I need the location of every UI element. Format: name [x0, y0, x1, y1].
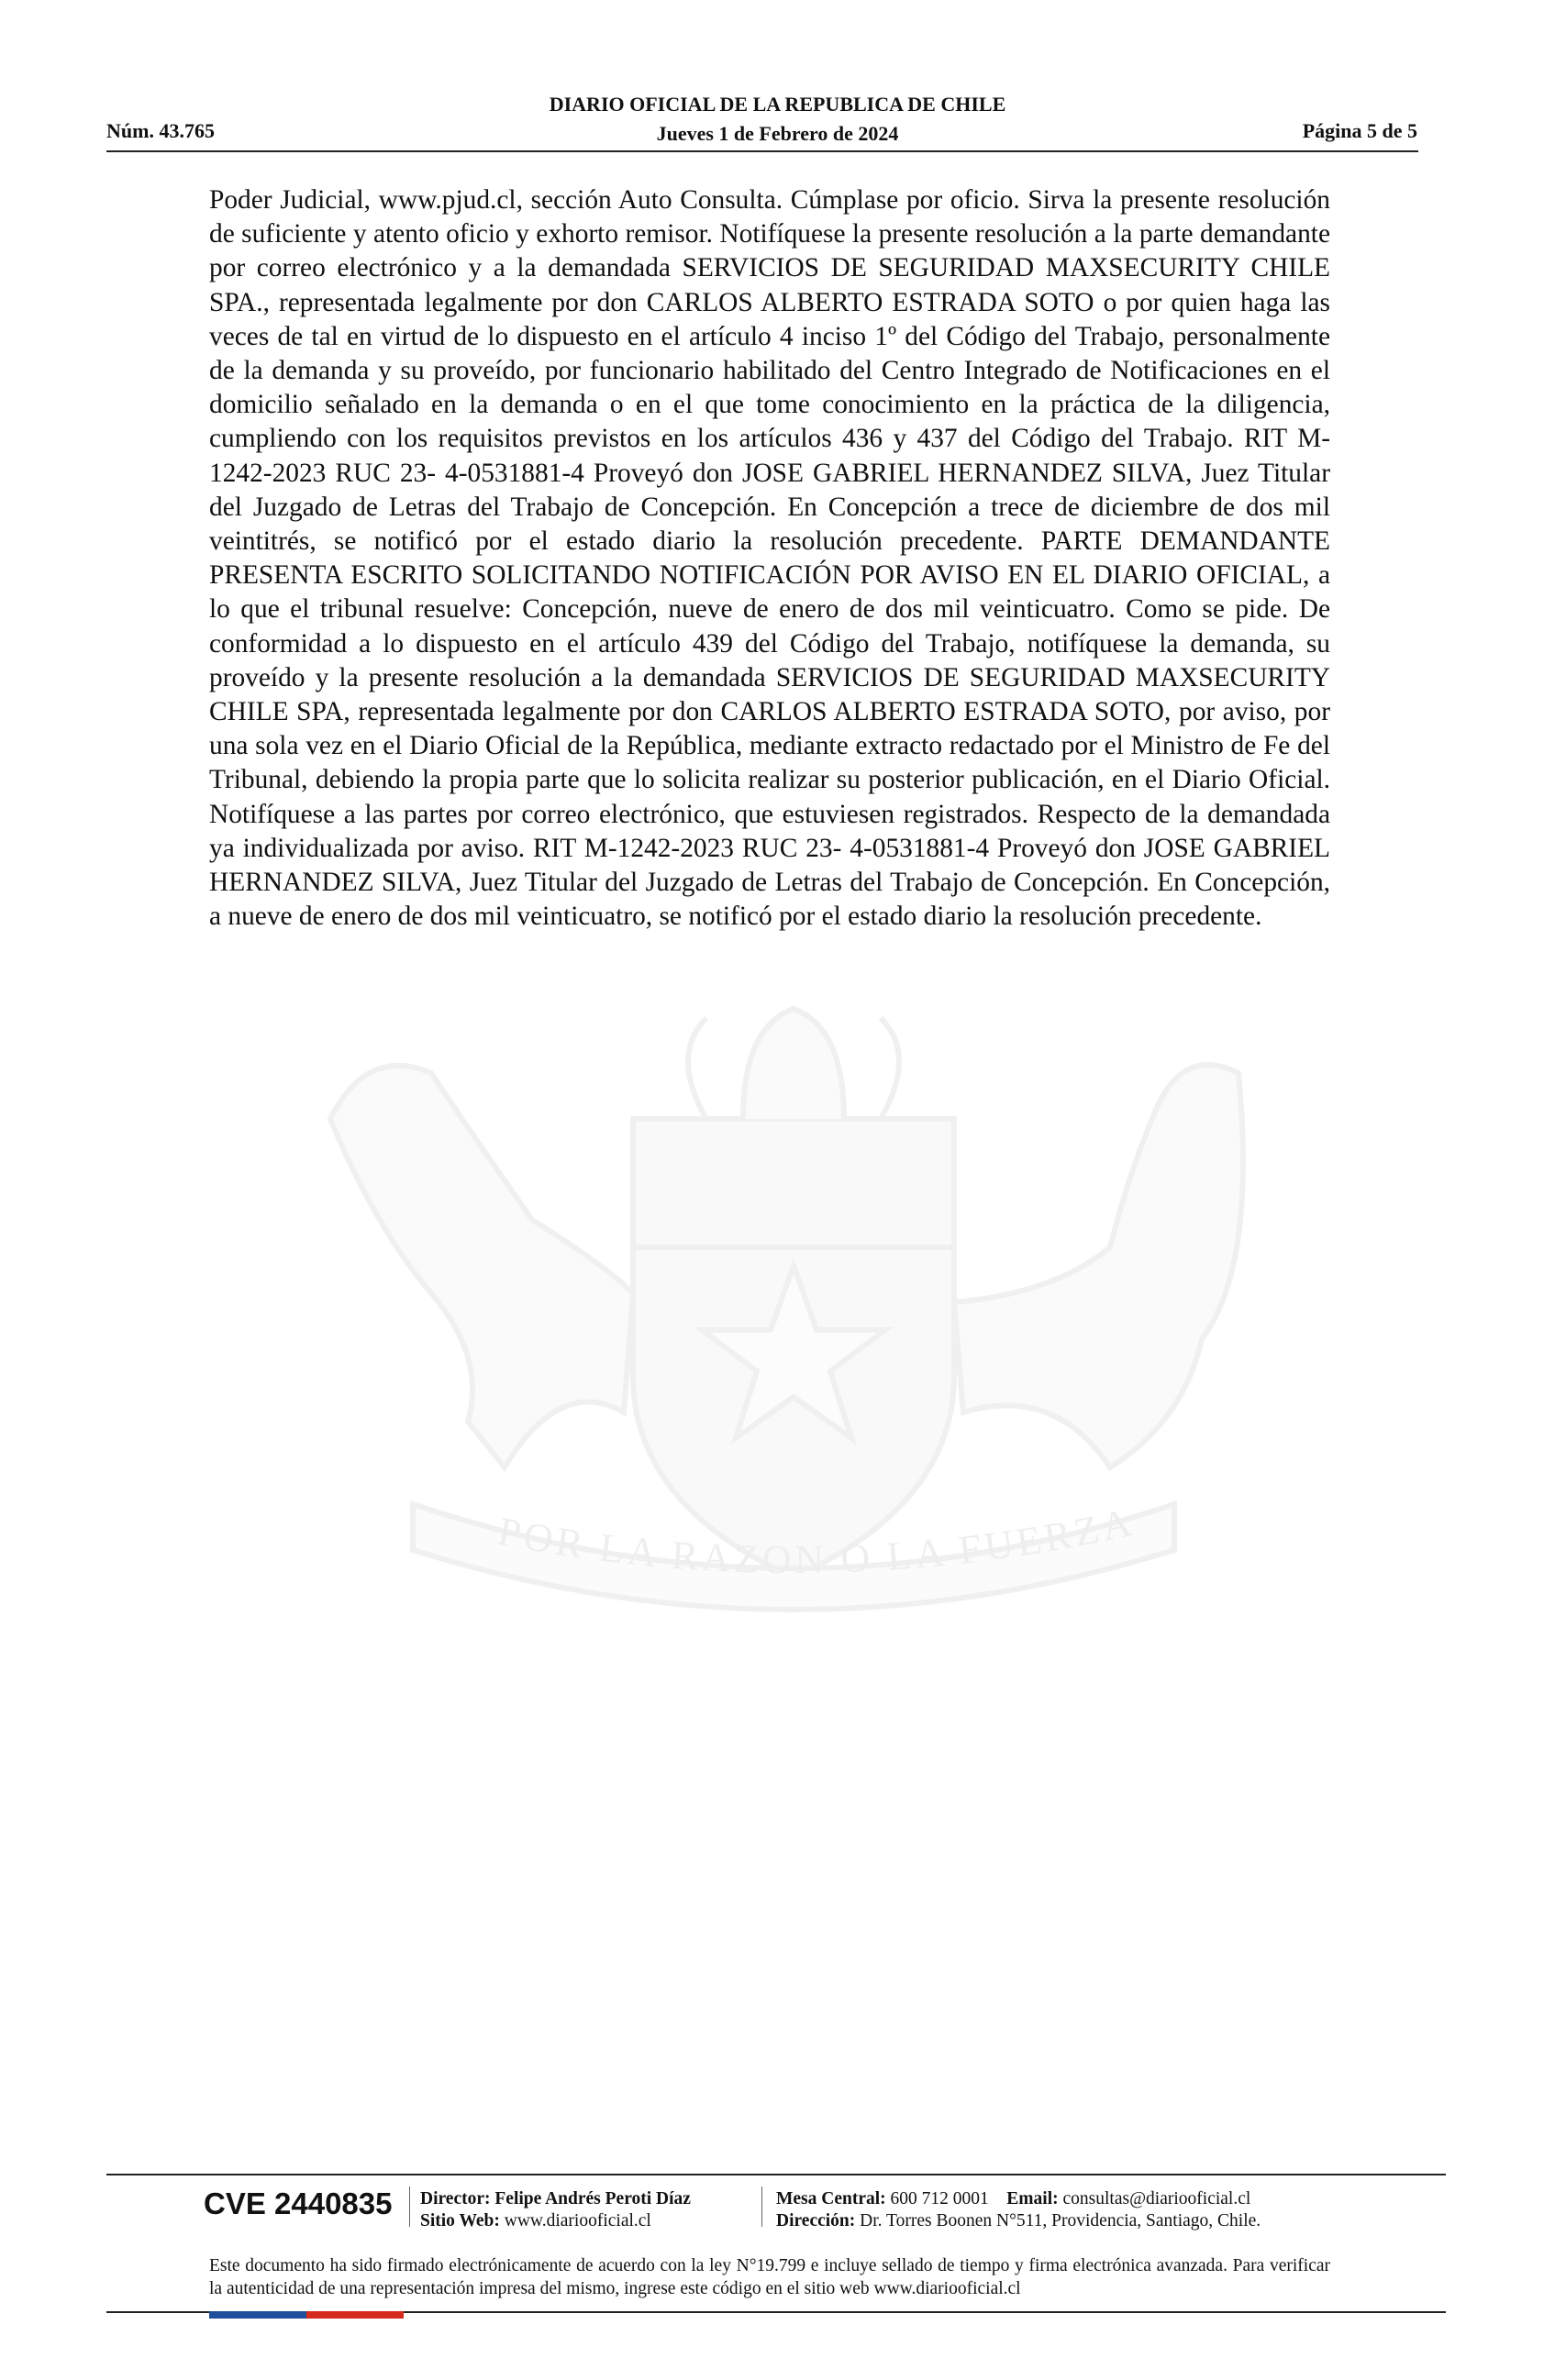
flag-stripe-red [306, 2311, 404, 2319]
flag-stripe-blue [209, 2311, 306, 2319]
cve-code: CVE 2440835 [204, 2186, 393, 2220]
website-link[interactable]: www.diariooficial.cl [504, 2211, 651, 2231]
director-label: Director: [420, 2189, 491, 2208]
footer-director-block [420, 2188, 691, 2232]
email-label: Email: [1006, 2189, 1059, 2208]
issue-number: Núm. 43.765 [106, 119, 215, 142]
signature-disclaimer: Este documento ha sido firmado electrónicamente de acuerdo con la ley N°19.799 e incluye sellado de tiempo y firma electrónica avanzada. Para verificar la autenticidad de una representación impresa del mismo, ingrese este código en el sitio web www.diariooficial.cl [209, 2256, 1330, 2298]
address-label: Dirección: [776, 2211, 856, 2231]
footer-separator [409, 2186, 410, 2227]
email-link[interactable]: consultas@diariooficial.cl [1062, 2189, 1251, 2208]
address-value: Dr. Torres Boonen N°511, Providencia, Santiago, Chile. [860, 2211, 1261, 2231]
footer-separator [761, 2186, 762, 2227]
director-name: Felipe Andrés Peroti Díaz [494, 2189, 691, 2208]
website-label: Sitio Web: [420, 2211, 500, 2231]
phone-label: Mesa Central: [776, 2189, 886, 2208]
page-number: Página 5 de 5 [1302, 119, 1417, 142]
coat-of-arms-watermark-icon [229, 991, 1358, 1651]
phone-value: 600 712 0001 [890, 2189, 989, 2208]
publication-date: Jueves 1 de Febrero de 2024 [656, 122, 899, 145]
footer-contact-block [776, 2188, 1261, 2232]
header-divider [106, 150, 1418, 152]
notice-body: Poder Judicial, www.pjud.cl, sección Auto Consulta. Cúmplase por oficio. Sirva la presente resolución de suficiente y atento oficio y exhorto remisor. Notifíquese la presente resolución a la parte demandante por correo electrónico y a la demandada SERVICIOS DE SEGURIDAD MAXSECURITY CHILE SPA., representada legalmente por don CARLOS ALBERTO ESTRADA SOTO o por quien haga las veces de tal en virtud de lo dispuesto en el artículo 4 inciso 1º del Código del Trabajo, personalmente de la demanda y su proveído, por funcionario habilitado del Centro Integrado de Notificaciones en el domicilio señalado en la demanda o en el que tome conocimiento en la práctica de la diligencia, cumpliendo con los requisitos previstos en los artículos 436 y 437 del Código del Trabajo. RIT M-1242-2023 RUC 23- 4-0531881-4 Proveyó don JOSE GABRIEL HERNANDEZ SILVA, Juez Titular del Juzgado de Letras del Trabajo de Concepción. En Concepción a trece de diciembre de dos mil veintitrés, se notificó por el estado diario la resolución precedente. PARTE DEMANDANTE PRESENTA ESCRITO SOLICITANDO NOTIFICACIÓN POR AVISO EN EL DIARIO OFICIAL, a lo que el tribunal resuelve: Concepción, nueve de enero de dos mil veinticuatro. Como se pide. De conformidad a lo dispuesto en el artículo 439 del Código del Trabajo, notifíquese la demanda, su proveído y la presente resolución a la demandada SERVICIOS DE SEGURIDAD MAXSECURITY CHILE SPA, representada legalmente por don CARLOS ALBERTO ESTRADA SOTO, por aviso, por una sola vez en el Diario Oficial de la República, mediante extracto redactado por el Ministro de Fe del Tribunal, debiendo la propia parte que lo solicita realizar su posterior publicación, en el Diario Oficial. Notifíquese a las partes por correo electrónico, que estuviesen registrados. Respecto de la demandada ya individualizada por aviso. RIT M-1242-2023 RUC 23- 4-0531881-4 Proveyó don JOSE GABRIEL HERNANDEZ SILVA, Juez Titular del Juzgado de Letras del Trabajo de Concepción. En Concepción, a nueve de enero de dos mil veinticuatro, se notificó por el estado diario la resolución precedente. [209, 185, 1330, 932]
footer-divider-top [106, 2174, 1446, 2175]
newspaper-title: DIARIO OFICIAL DE LA REPUBLICA DE CHILE [549, 93, 1006, 116]
seal-motto: POR LA RAZON O LA FUERZA [494, 1499, 1139, 1583]
